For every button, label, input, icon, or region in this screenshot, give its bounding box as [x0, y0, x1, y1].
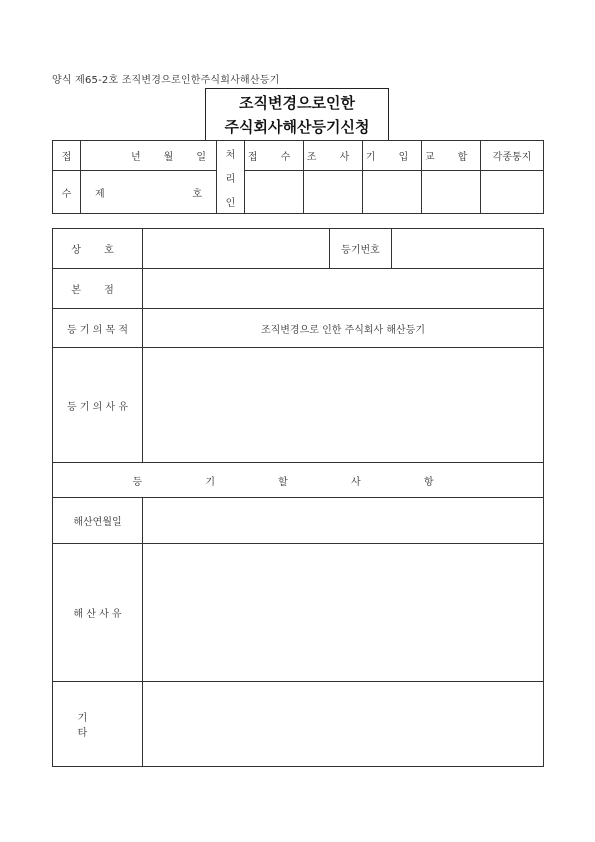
processor-label: [217, 141, 245, 214]
processor-char-3: 인: [225, 197, 236, 209]
form-title: [205, 88, 389, 140]
receipt-label-top: 접: [53, 141, 81, 171]
receipt-date: [81, 141, 217, 171]
col-collation: 교 합: [422, 141, 481, 171]
review-cell[interactable]: [304, 171, 363, 214]
receipt-cell[interactable]: [245, 171, 304, 214]
trade-name-label: 상 호: [53, 229, 143, 269]
form-number: 양식 제65-2호 조직변경으로인한주식회사해산등기: [52, 75, 280, 86]
dissolution-date-label: 해산연월일: [53, 498, 143, 544]
processor-char-2: 리: [225, 173, 236, 185]
collation-cell[interactable]: [422, 171, 481, 214]
number-prefix: 제: [95, 188, 105, 200]
reg-number-label: 등기번호: [330, 229, 392, 269]
receipt-label-bottom: 수: [53, 171, 81, 214]
col-receipt: 접 수: [245, 141, 304, 171]
cause-field[interactable]: [143, 348, 544, 463]
application-table: [52, 228, 544, 767]
matters-header: 등 기 할 사 항: [53, 463, 544, 498]
others-field[interactable]: [143, 682, 544, 767]
title-line-2: 주식회사해산등기신청: [224, 117, 370, 136]
cause-label: 등 기 의 사 유: [53, 348, 143, 463]
entry-cell[interactable]: [363, 171, 422, 214]
col-review: 조 사: [304, 141, 363, 171]
receipt-number: [81, 171, 217, 214]
head-office-label: 본 점: [53, 269, 143, 309]
purpose-value: 조직변경으로 인한 주식회사 해산등기: [143, 309, 544, 348]
number-suffix: 호: [192, 188, 202, 200]
month-label: 월: [163, 152, 174, 164]
others-label: 기 타: [53, 682, 143, 767]
year-label: 년: [131, 152, 141, 164]
col-notifications: 각종통지: [481, 141, 544, 171]
title-line-1: 조직변경으로인한: [239, 93, 355, 112]
col-entry: 기 입: [363, 141, 422, 171]
receipt-table: [52, 140, 544, 214]
processor-char-1: 처: [225, 149, 236, 161]
head-office-field[interactable]: [143, 269, 544, 309]
dissolution-reason-field[interactable]: [143, 544, 544, 682]
trade-name-field[interactable]: [143, 229, 330, 269]
notifications-cell[interactable]: [481, 171, 544, 214]
day-label: 일: [196, 152, 206, 164]
dissolution-reason-label: 해 산 사 유: [53, 544, 143, 682]
dissolution-date-field[interactable]: [143, 498, 544, 544]
reg-number-field[interactable]: [392, 229, 544, 269]
purpose-label: 등 기 의 목 적: [53, 309, 143, 348]
